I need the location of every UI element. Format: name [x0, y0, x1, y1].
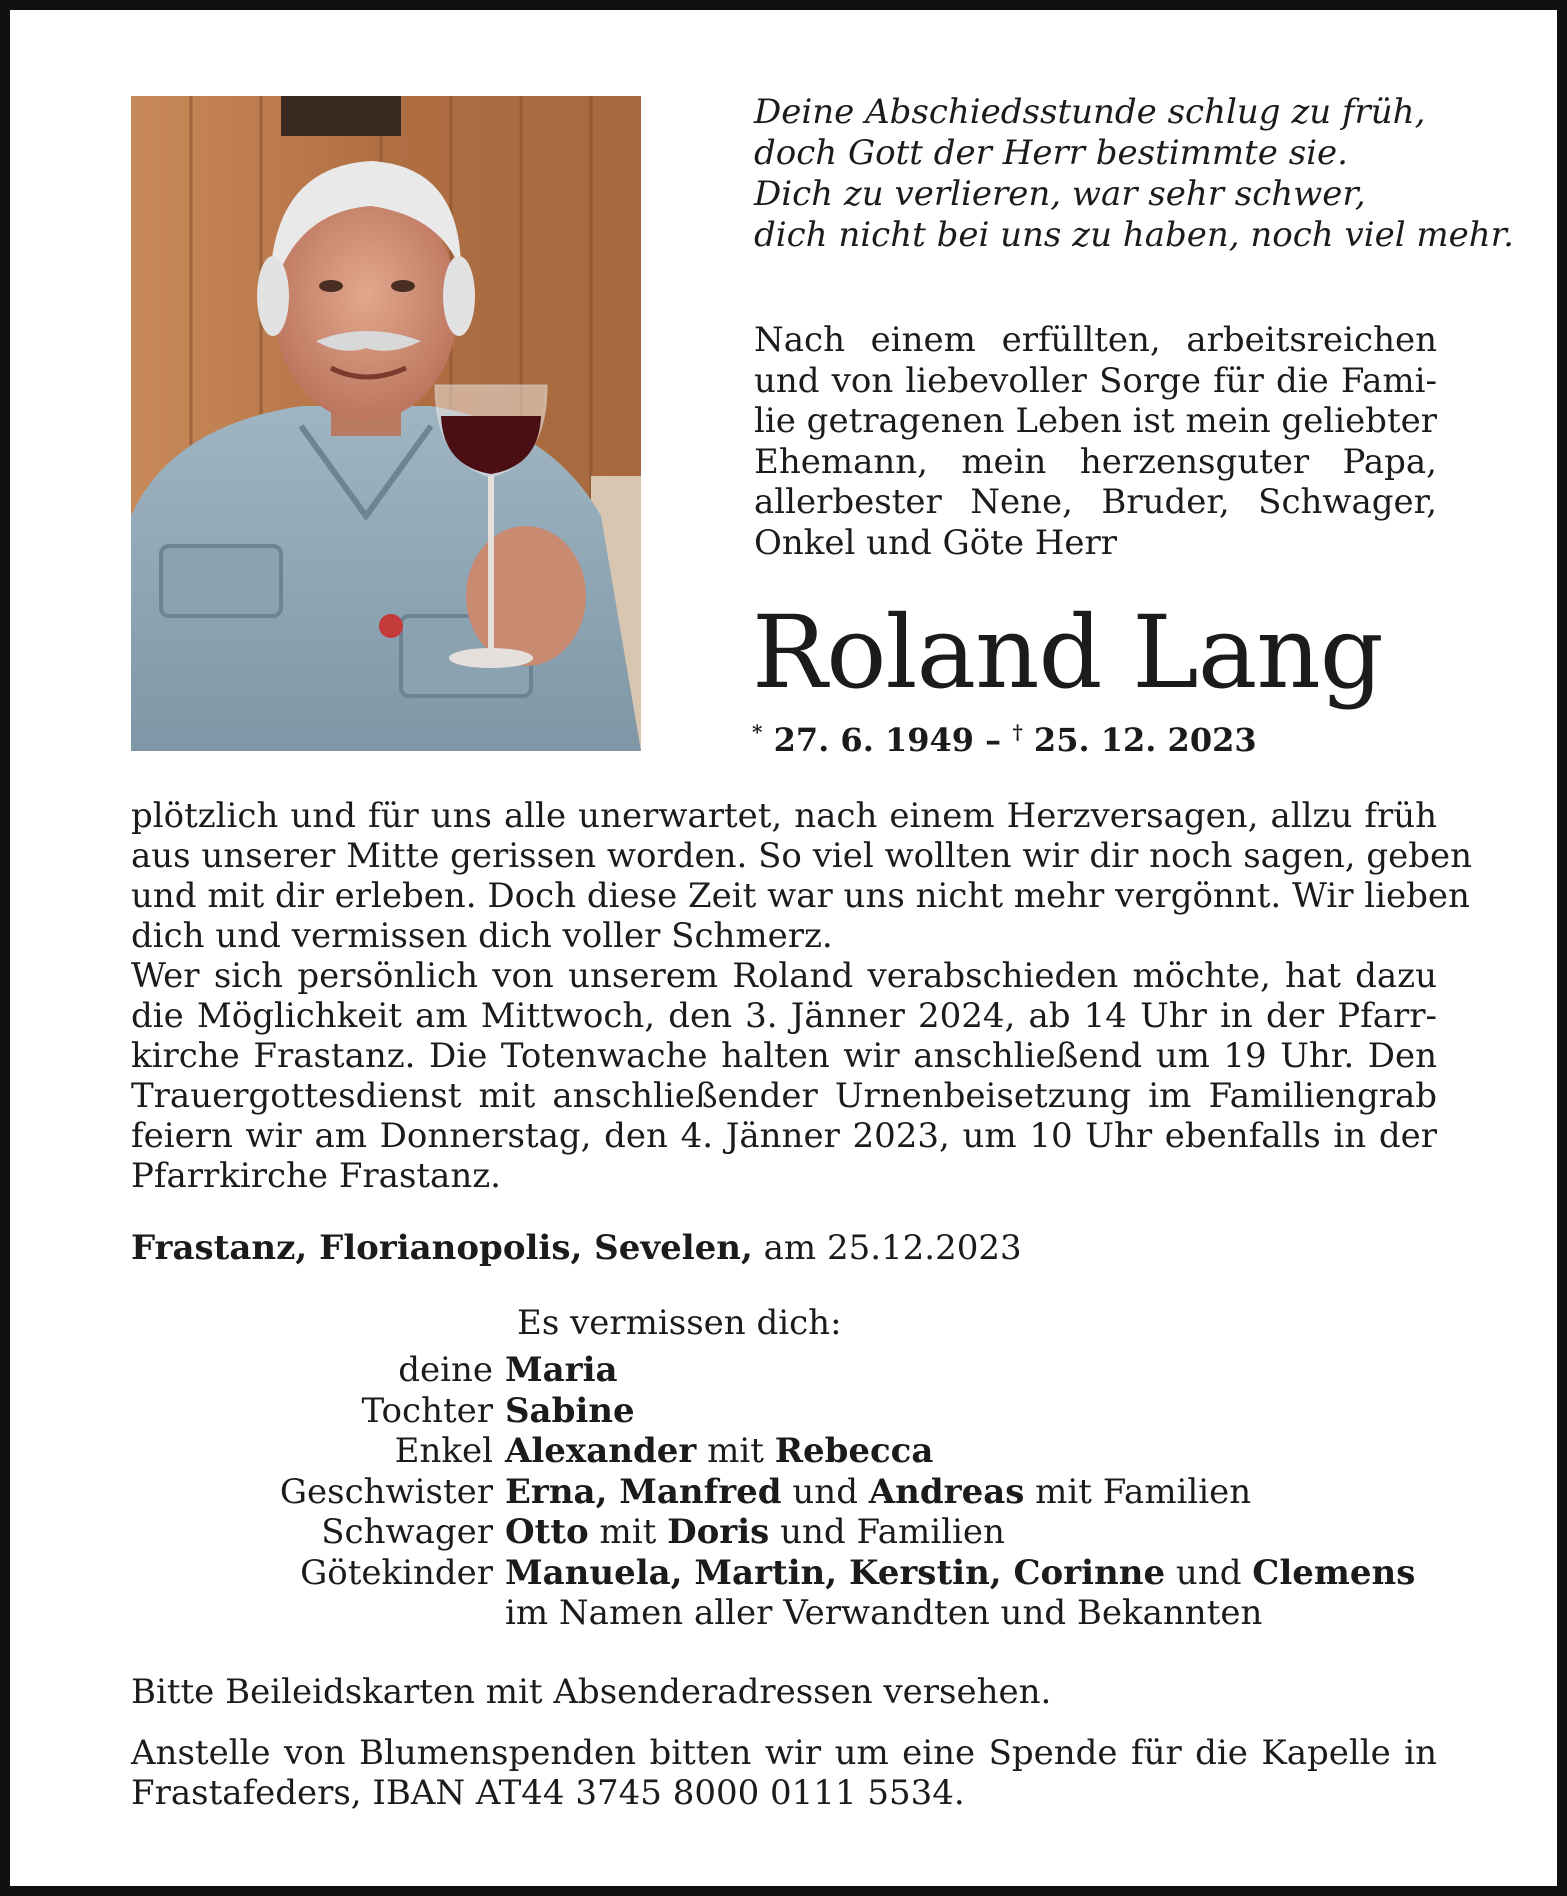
body-line: Trauergottesdienst mit anschließender Urnenbeisetzung im Familiengrab	[131, 1076, 1437, 1116]
deceased-name: Roland Lang	[752, 594, 1383, 711]
mourner-relation: Geschwister	[279, 1471, 493, 1512]
main-paragraph	[131, 796, 1473, 1196]
poem-line: doch Gott der Herr bestimmte sie.	[754, 133, 1348, 173]
intro-line: Nach einem erfüllten, arbeitsreichen	[754, 320, 1437, 360]
condolence-note: Bitte Beileidskarten mit Absenderadressen versehen.	[131, 1672, 1052, 1712]
body-line: plötzlich und für uns alle unerwartet, nach einem Herzversagen, allzu früh	[131, 796, 1437, 836]
body-line: aus unserer Mitte gerissen worden. So viel wollten wir dir noch sagen, geben	[131, 836, 1473, 876]
mourner-names	[505, 1512, 1005, 1553]
mourner-connector: mit	[696, 1431, 775, 1471]
donation-line: Anstelle von Blumenspenden bitten wir um eine Spende für die Kapelle in	[131, 1733, 1437, 1773]
mourners-heading: Es vermissen dich:	[517, 1303, 842, 1343]
memorial-poem	[754, 92, 1514, 256]
mourner-name: Sabine	[505, 1390, 635, 1431]
mourner-row	[131, 1472, 1451, 1513]
mourner-connector: im Namen aller Verwandten und Bekannten	[505, 1593, 1263, 1633]
birth-symbol: *	[752, 720, 763, 744]
mourner-relation: Tochter	[361, 1390, 493, 1431]
notice-date: am 25.12.2023	[752, 1228, 1022, 1268]
mourner-name: Clemens	[1252, 1552, 1416, 1593]
mourner-names	[505, 1431, 933, 1472]
date-dash: –	[974, 721, 1013, 759]
poem-line: dich nicht bei uns zu haben, noch viel mehr.	[754, 215, 1514, 255]
mourner-connector: mit Familien	[1024, 1471, 1252, 1512]
intro-paragraph	[754, 320, 1437, 563]
intro-line: lie getragenen Leben ist mein geliebter	[754, 401, 1437, 441]
mourner-row	[131, 1593, 1451, 1634]
intro-line: und von liebevoller Sorge für die Fami-	[754, 360, 1437, 401]
mourner-name: Maria	[505, 1350, 618, 1390]
birth-date: 27. 6. 1949	[773, 721, 975, 759]
body-line: dich und vermissen dich voller Schmerz.	[131, 916, 833, 956]
body-line: feiern wir am Donnerstag, den 4. Jänner 2023, um 10 Uhr ebenfalls in der	[131, 1116, 1437, 1156]
poem-line: Deine Abschiedsstunde schlug zu früh,	[754, 92, 1426, 132]
intro-line: allerbester Nene, Bruder, Schwager,	[754, 482, 1437, 522]
body-line: und mit dir erleben. Doch diese Zeit war uns nicht mehr vergönnt. Wir lieben	[131, 876, 1470, 916]
mourners-list	[131, 1350, 1451, 1634]
mourner-names	[505, 1350, 618, 1391]
mourner-connector: mit	[588, 1512, 668, 1552]
poem-line: Dich zu verlieren, war sehr schwer,	[754, 174, 1366, 214]
mourner-connector: und Familien	[769, 1512, 1005, 1552]
body-line: die Möglichkeit am Mittwoch, den 3. Jänner 2024, ab 14 Uhr in der Pfarr-	[131, 996, 1437, 1036]
donation-line: Frastafeders, IBAN AT44 3745 8000 0111 5534.	[131, 1773, 965, 1813]
donation-note	[131, 1733, 1437, 1813]
mourner-name: Rebecca	[774, 1431, 934, 1471]
portrait-photo	[131, 96, 641, 751]
life-dates	[752, 720, 1257, 759]
places: Frastanz, Florianopolis, Sevelen,	[131, 1228, 753, 1268]
intro-line: Ehemann, mein herzensguter Papa,	[754, 441, 1437, 482]
mourner-name: Andreas	[868, 1471, 1025, 1512]
mourner-names	[505, 1553, 1415, 1594]
mourner-row	[131, 1391, 1451, 1432]
mourner-row	[131, 1431, 1451, 1472]
mourner-name: Erna, Manfred	[505, 1471, 782, 1512]
mourner-name: Doris	[667, 1512, 770, 1552]
mourner-name: Manuela, Martin, Kerstin, Corinne	[505, 1552, 1166, 1593]
mourner-connector: und	[781, 1471, 869, 1512]
mourner-relation: deine	[398, 1350, 493, 1390]
mourner-name: Otto	[505, 1512, 589, 1552]
mourner-relation: Schwager	[321, 1512, 493, 1552]
death-date: 25. 12. 2023	[1033, 721, 1257, 759]
intro-line: Onkel und Göte Herr	[754, 522, 1118, 563]
mourner-names	[505, 1472, 1251, 1513]
mourner-row	[131, 1553, 1451, 1594]
body-line: kirche Frastanz. Die Totenwache halten wir anschließend um 19 Uhr. Den	[131, 1036, 1437, 1076]
mourner-row	[131, 1512, 1451, 1553]
death-symbol: †	[1012, 720, 1023, 744]
mourner-names	[505, 1391, 635, 1432]
place-date-line	[131, 1228, 1022, 1268]
mourner-names	[505, 1593, 1262, 1634]
body-line: Pfarrkirche Frastanz.	[131, 1156, 501, 1196]
body-line: Wer sich persönlich von unserem Roland verabschieden möchte, hat dazu	[131, 956, 1437, 996]
mourner-row	[131, 1350, 1451, 1391]
mourner-name: Alexander	[505, 1431, 697, 1471]
mourner-relation: Götekinder	[300, 1552, 493, 1593]
mourner-connector: und	[1165, 1552, 1253, 1593]
mourner-relation	[131, 1593, 505, 1634]
mourner-relation: Enkel	[394, 1431, 493, 1471]
